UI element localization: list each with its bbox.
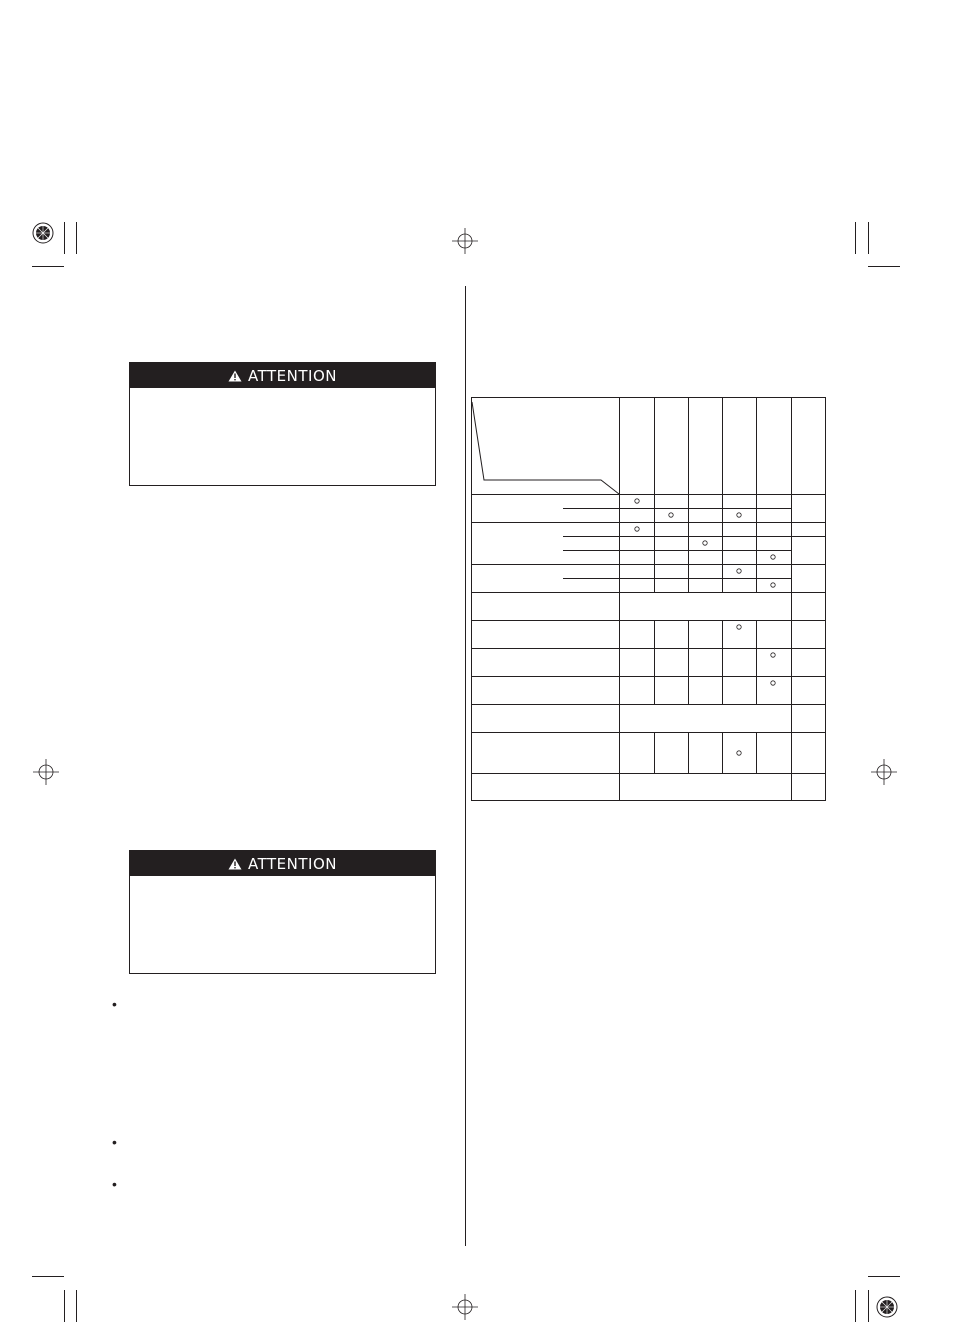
- crosshair-target-icon: [876, 1296, 898, 1318]
- registration-mark-top-left: [32, 222, 54, 244]
- column-divider: [465, 286, 466, 1246]
- attention-heading: ATTENTION: [248, 366, 337, 385]
- attention-header: [130, 363, 435, 388]
- crop-mark: [76, 222, 77, 254]
- table-mark: [635, 527, 639, 531]
- attention-box: [129, 362, 436, 486]
- crosshair-icon: [33, 759, 59, 785]
- table-mark: [771, 681, 775, 685]
- attention-body: [130, 876, 435, 888]
- attention-box: [129, 850, 436, 974]
- table-mark: [771, 653, 775, 657]
- warning-triangle-icon: [228, 370, 242, 382]
- attention-header: [130, 851, 435, 876]
- crop-mark: [64, 1290, 65, 1322]
- crop-mark: [855, 222, 856, 254]
- crop-mark: [868, 1290, 869, 1322]
- table-mark: [703, 541, 707, 545]
- attention-heading: ATTENTION: [248, 854, 337, 873]
- crop-mark: [64, 222, 65, 254]
- crop-mark: [32, 266, 64, 267]
- table-mark: [737, 751, 741, 755]
- crop-mark: [868, 222, 869, 254]
- bullet-point: •: [112, 1134, 117, 1150]
- crosshair-icon: [452, 228, 478, 254]
- table-mark: [737, 569, 741, 573]
- crop-mark: [32, 1276, 64, 1277]
- warning-triangle-icon: [228, 858, 242, 870]
- table-mark: [669, 513, 673, 517]
- crop-mark: [868, 1276, 900, 1277]
- attention-body: [130, 388, 435, 400]
- crop-mark: [868, 266, 900, 267]
- registration-mark-bottom-right: [876, 1296, 898, 1318]
- bullet-point: •: [112, 1176, 117, 1192]
- crosshair-target-icon: [32, 222, 54, 244]
- table-mark: [635, 499, 639, 503]
- compatibility-table: [471, 397, 826, 801]
- table-mark: [737, 513, 741, 517]
- crop-mark: [76, 1290, 77, 1322]
- table-mark: [771, 555, 775, 559]
- crosshair-icon: [452, 1294, 478, 1320]
- bullet-point: •: [112, 996, 117, 1012]
- crop-mark: [855, 1290, 856, 1322]
- crosshair-icon: [871, 759, 897, 785]
- table-mark: [737, 625, 741, 629]
- table-mark: [771, 583, 775, 587]
